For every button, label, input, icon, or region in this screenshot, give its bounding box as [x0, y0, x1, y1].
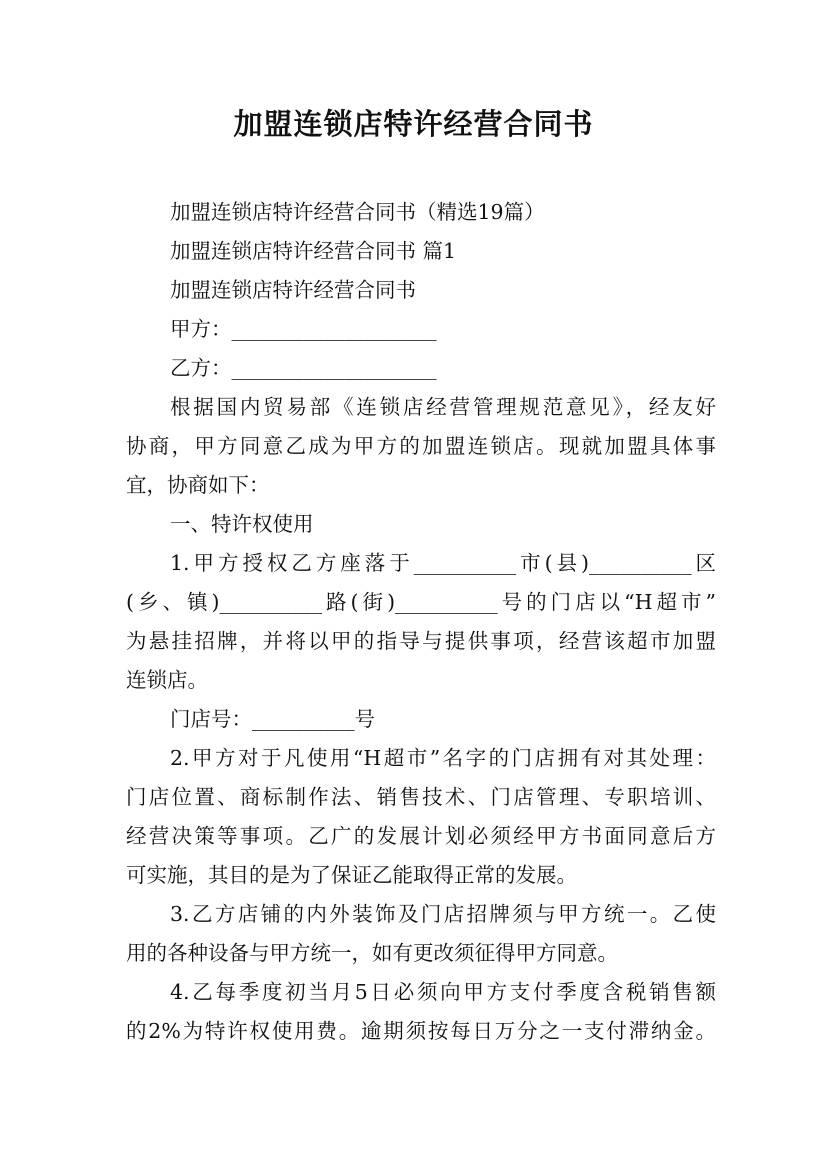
paragraph-line: 的2%为特许权使用费。逾期须按每日万分之一支付滞纳金。: [126, 1019, 716, 1043]
paragraph-line: 连锁店。: [126, 668, 208, 692]
paragraph-line: 经营决策等事项。乙广的发展计划必须经甲方书面同意后方: [126, 824, 716, 848]
party-b-line: 乙方：____________________: [170, 356, 437, 380]
contract-name-line: 加盟连锁店特许经营合同书: [170, 278, 416, 302]
section-heading: 加盟连锁店特许经营合同书 篇1: [170, 239, 457, 263]
subtitle-line: 加盟连锁店特许经营合同书（精选19篇）: [170, 200, 545, 224]
paragraph-line: 4.乙每季度初当月5日必须向甲方支付季度含税销售额: [170, 980, 716, 1004]
paragraph-line: 门店位置、商标制作法、销售技术、门店管理、专职培训、: [126, 785, 716, 809]
paragraph-line: 宜，协商如下：: [126, 473, 270, 497]
paragraph-line: 根据国内贸易部《连锁店经营管理规范意见》，经友好: [170, 395, 716, 419]
paragraph-line: 用的各种设备与甲方统一，如有更改须征得甲方同意。: [126, 941, 618, 965]
party-a-line: 甲方：____________________: [170, 317, 437, 341]
paragraph-line: 可实施，其目的是为了保证乙能取得正常的发展。: [126, 863, 577, 887]
paragraph-line: (乡、镇)__________路(街)__________号的门店以“H超市”: [126, 590, 716, 614]
clause-heading: 一、特许权使用: [170, 512, 314, 536]
paragraph-line: 为悬挂招牌，并将以甲的指导与提供事项，经营该超市加盟: [126, 629, 716, 653]
paragraph-line: 2.甲方对于凡使用“H超市”名字的门店拥有对其处理：: [170, 746, 716, 770]
paragraph-line: 1.甲方授权乙方座落于__________市(县)__________区: [170, 551, 716, 575]
paragraph-line: 协商，甲方同意乙成为甲方的加盟连锁店。现就加盟具体事: [126, 434, 716, 458]
store-number-line: 门店号：__________号: [170, 707, 375, 731]
paragraph-line: 3.乙方店铺的内外装饰及门店招牌须与甲方统一。乙使: [170, 902, 716, 926]
document-title: 加盟连锁店特许经营合同书: [233, 107, 594, 141]
